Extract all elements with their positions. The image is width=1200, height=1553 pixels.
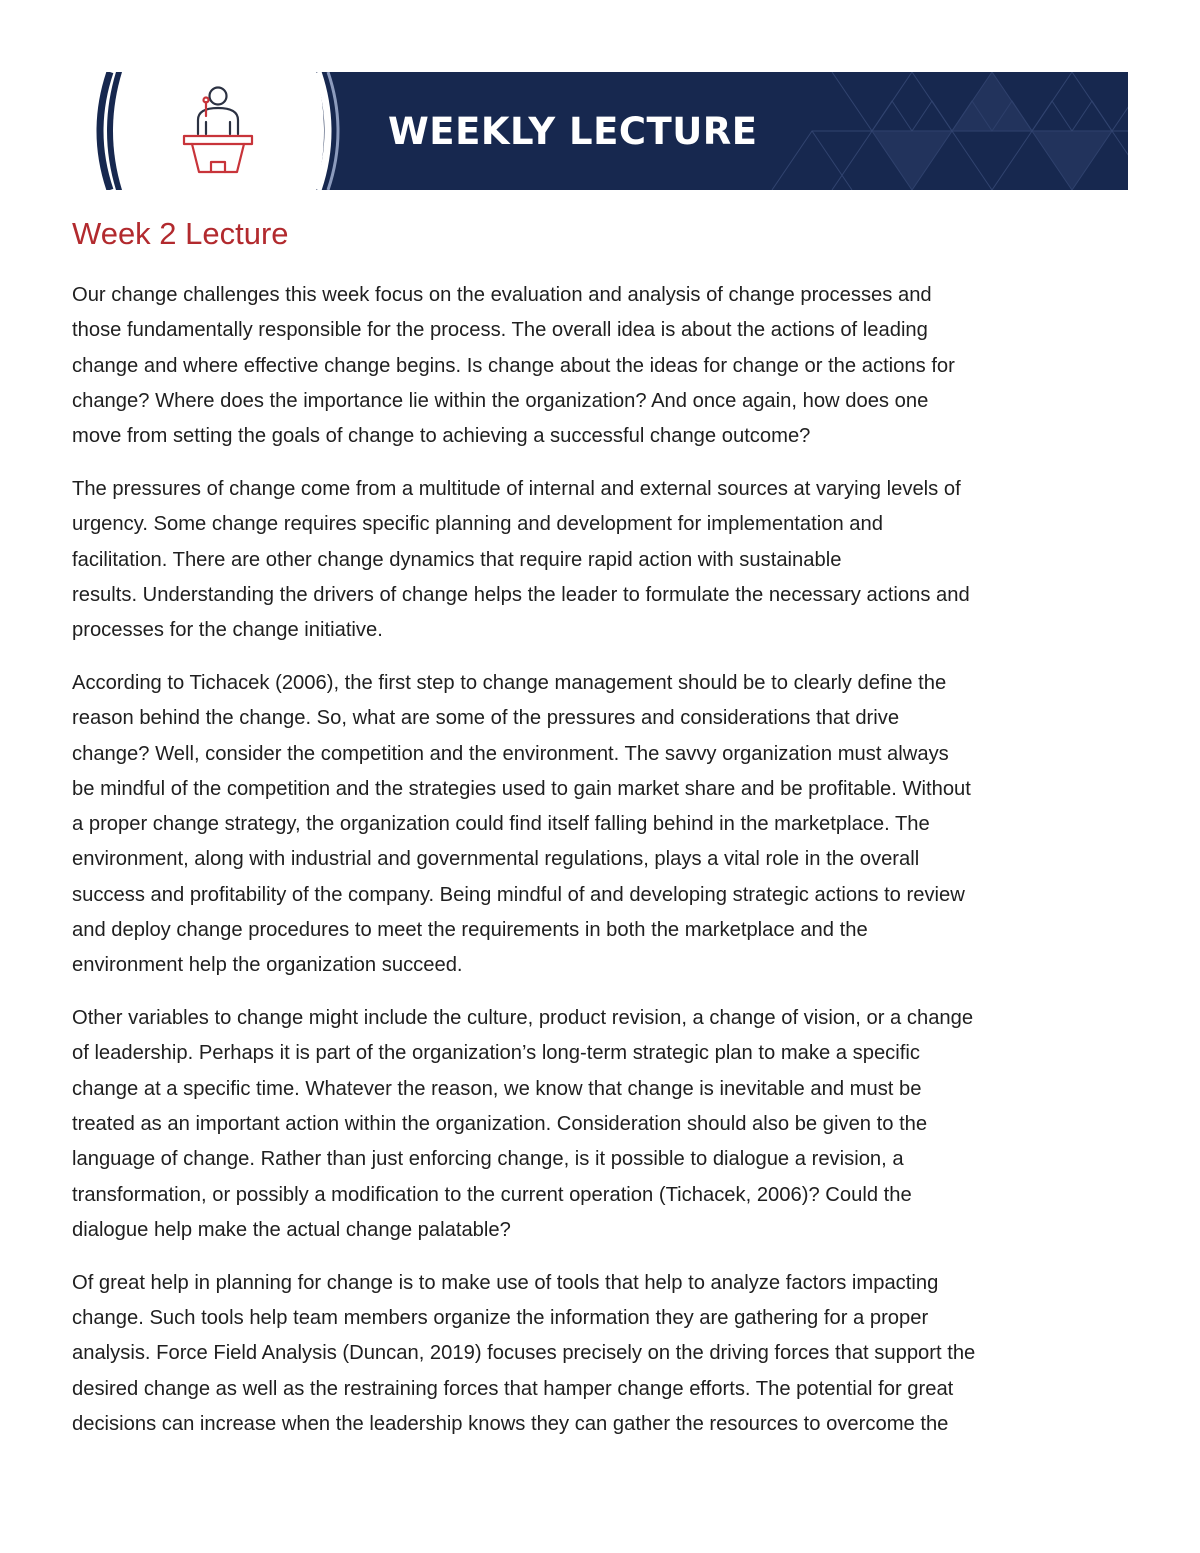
lecture-paragraph <box>72 666 1134 984</box>
paragraph-line: treated as an important action within the organization. Consideration should also be given to the <box>72 1113 928 1136</box>
paragraph-line: results. Understanding the drivers of change helps the leader to formulate the necessary actions and <box>72 583 970 606</box>
paragraph-line: environment help the organization succeed. <box>72 954 463 977</box>
paragraph-line: transformation, or possibly a modification to the current operation (Tichacek, 2006)? Could the <box>72 1183 912 1206</box>
paragraph-line: and deploy change procedures to meet the requirements in both the marketplace and the <box>72 919 868 942</box>
paragraph-line: urgency. Some change requires specific planning and development for implementation and <box>72 513 883 536</box>
paragraph-line: dialogue help make the actual change palatable? <box>72 1218 511 1241</box>
lecture-paragraph <box>72 1001 1134 1248</box>
paragraph-line: facilitation. There are other change dynamics that require rapid action with sustainable <box>72 548 842 571</box>
paragraph-line: move from setting the goals of change to achieving a successful change outcome? <box>72 425 811 448</box>
paragraph-line: change? Well, consider the competition and the environment. The savvy organization must always <box>72 742 949 765</box>
paragraph-line: change and where effective change begins. Is change about the ideas for change or the actions for <box>72 354 955 377</box>
lecture-body <box>72 278 1134 1460</box>
lecture-title: Week 2 Lecture <box>72 216 289 251</box>
paragraph-line: processes for the change initiative. <box>72 619 383 642</box>
paragraph-line: According to Tichacek (2006), the first step to change management should be to clearly define the <box>72 671 947 694</box>
paragraph-line: Our change challenges this week focus on the evaluation and analysis of change processes and <box>72 284 932 306</box>
paragraph-line: reason behind the change. So, what are some of the pressures and considerations that drive <box>72 707 900 730</box>
paragraph-line: language of change. Rather than just enforcing change, is it possible to dialogue a revision, a <box>72 1148 904 1171</box>
weekly-lecture-banner <box>72 72 1128 190</box>
paragraph-line: change? Where does the importance lie within the organization? And once again, how does one <box>72 389 929 412</box>
banner-title: WEEKLY LECTURE <box>388 110 758 153</box>
paragraph-line: a proper change strategy, the organization could find itself falling behind in the marketplace. The <box>72 813 930 836</box>
lecture-paragraph <box>72 278 1134 454</box>
paragraph-line: of leadership. Perhaps it is part of the organization’s long-term strategic plan to make a specific <box>72 1042 920 1065</box>
paragraph-line: be mindful of the competition and the strategies used to gain market share and be profitable. Without <box>72 777 971 800</box>
lecture-paragraph <box>72 472 1134 648</box>
paragraph-line: desired change as well as the restraining forces that hamper change efforts. The potential for great <box>72 1377 954 1400</box>
lecture-paragraph <box>72 1266 1134 1442</box>
paragraph-line: The pressures of change come from a multitude of internal and external sources at varying levels of <box>72 477 961 500</box>
paragraph-line: change. Such tools help team members organize the information they are gathering for a proper <box>72 1307 929 1330</box>
paragraph-line: Of great help in planning for change is to make use of tools that help to analyze factors impacting <box>72 1271 939 1294</box>
paragraph-line: analysis. Force Field Analysis (Duncan, 2019) focuses precisely on the driving forces that support the <box>72 1342 976 1365</box>
paragraph-line: change at a specific time. Whatever the reason, we know that change is inevitable and must be <box>72 1077 922 1100</box>
paragraph-line: those fundamentally responsible for the process. The overall idea is about the actions of leading <box>72 319 928 342</box>
paragraph-line: success and profitability of the company. Being mindful of and developing strategic actions to review <box>72 883 965 906</box>
paragraph-line: decisions can increase when the leadership knows they can gather the resources to overcome the <box>72 1412 949 1435</box>
paragraph-line: Other variables to change might include the culture, product revision, a change of vision, or a change <box>72 1007 974 1030</box>
paragraph-line: environment, along with industrial and governmental regulations, plays a vital role in the overall <box>72 848 920 871</box>
